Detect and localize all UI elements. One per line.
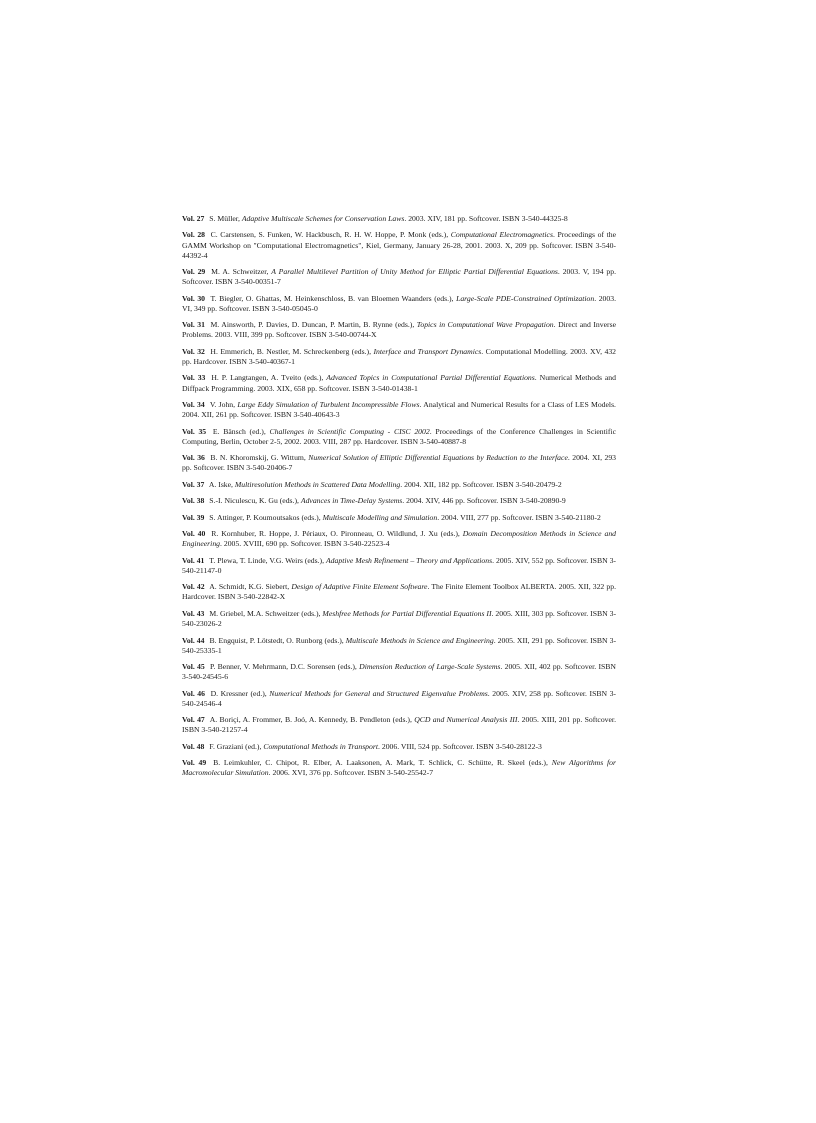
volume-number: Vol. 48 — [182, 741, 205, 751]
volume-entry — [182, 347, 616, 367]
volume-entry — [182, 715, 616, 735]
volume-authors: B. Leimkuhler, C. Chipot, R. Elber, A. Laaksonen, A. Mark, T. Schlick, C. Schütte, R. Skeel (eds.), — [213, 758, 552, 768]
volume-authors: A. Schmidt, K.G. Siebert, — [209, 582, 292, 592]
volume-authors: M. A. Schweitzer, — [211, 267, 272, 277]
volume-details: . 2005. XIII, 201 pp. Softcover. ISBN 3-540-21257-4 — [182, 715, 616, 735]
volume-title: Interface and Transport Dynamics — [373, 346, 482, 356]
volume-authors: H. Emmerich, B. Nestler, M. Schreckenberg (eds.), — [210, 346, 374, 356]
volume-number: Vol. 44 — [182, 635, 205, 645]
volume-number: Vol. 31 — [182, 320, 205, 330]
volume-title: Challenges in Scientific Computing - CISC 2002 — [269, 426, 430, 436]
volume-number: Vol. 47 — [182, 715, 205, 725]
volume-number: Vol. 32 — [182, 346, 205, 356]
volume-entry — [182, 400, 616, 420]
volume-title: Computational Methods in Transport — [263, 741, 378, 751]
volume-details: . 2006. XVI, 376 pp. Softcover. ISBN 3-540-25542-7 — [268, 768, 434, 778]
volume-entry — [182, 373, 616, 393]
volume-title: Large Eddy Simulation of Turbulent Incompressible Flows — [237, 400, 420, 410]
volume-title: Adaptive Mesh Refinement – Theory and Applications — [325, 555, 493, 565]
volume-title: Multiresolution Methods in Scattered Data Modelling — [234, 479, 401, 489]
volume-entry — [182, 742, 616, 752]
volume-authors: V. John, — [209, 400, 238, 410]
volume-number: Vol. 27 — [182, 214, 205, 223]
volume-entry — [182, 453, 616, 473]
volume-entry — [182, 582, 616, 602]
volume-authors: A. Boriçi, A. Frommer, B. Joó, A. Kennedy, B. Pendleton (eds.), — [209, 715, 415, 725]
volume-authors: B. Engquist, P. Lötstedt, O. Runborg (eds.), — [209, 635, 346, 645]
volume-entry — [182, 758, 616, 778]
volume-authors: S. Attinger, P. Koumoutsakos (eds.), — [209, 512, 323, 522]
volume-number: Vol. 38 — [182, 496, 205, 506]
volume-details: . 2005. XIV, 258 pp. Softcover. ISBN 3-540-24546-4 — [182, 688, 616, 708]
volume-title: Multiscale Methods in Science and Engineering — [345, 635, 494, 645]
volume-details: . 2005. XII, 402 pp. Softcover. ISBN 3-540-24545-6 — [182, 662, 616, 682]
volume-number: Vol. 28 — [182, 230, 206, 240]
volume-entry — [182, 636, 616, 656]
volume-entry — [182, 609, 616, 629]
volume-details: . 2004. XII, 182 pp. Softcover. ISBN 3-540-20479-2 — [400, 479, 562, 489]
volume-details: . Numerical Methods and Diffpack Programming. 2003. XIX, 658 pp. Softcover. ISBN 3-540-01438-1 — [182, 373, 616, 393]
volume-number: Vol. 33 — [182, 373, 206, 383]
volume-number: Vol. 39 — [182, 512, 205, 522]
volume-details: . 2004. XIV, 446 pp. Softcover. ISBN 3-540-20890-9 — [402, 496, 566, 506]
volume-number: Vol. 42 — [182, 582, 205, 592]
volume-entry — [182, 320, 616, 340]
volume-number: Vol. 30 — [182, 293, 206, 303]
volume-entry — [182, 480, 616, 490]
volume-authors: E. Bänsch (ed.), — [212, 426, 270, 436]
volume-authors: R. Kornhuber, R. Hoppe, J. Périaux, O. Pironneau, O. Wildlund, J. Xu (eds.), — [211, 529, 463, 539]
volume-entry — [182, 294, 616, 314]
volume-title: Advances in Time-Delay Systems — [300, 496, 403, 506]
volume-list — [182, 214, 616, 785]
volume-title: Numerical Methods for General and Structured Eigenvalue Problems — [269, 688, 488, 698]
volume-details: . 2003. VI, 349 pp. Softcover. ISBN 3-540-05045-0 — [182, 293, 616, 313]
volume-entry — [182, 427, 616, 447]
volume-title: A Parallel Multilevel Partition of Unity Method for Elliptic Partial Differential Equations — [271, 267, 558, 277]
volume-authors: S.-I. Niculescu, K. Gu (eds.), — [209, 496, 301, 506]
volume-authors: T. Plewa, T. Linde, V.G. Weirs (eds.), — [209, 555, 326, 565]
volume-details: . Computational Modelling. 2003. XV, 432 pp. Hardcover. ISBN 3-540-40367-1 — [182, 346, 617, 366]
volume-title: Computational Electromagnetics — [450, 230, 553, 240]
volume-authors: M. Griebel, M.A. Schweitzer (eds.), — [209, 608, 323, 618]
volume-details: . 2004. XI, 293 pp. Softcover. ISBN 3-540-20406-7 — [182, 453, 617, 473]
volume-details: . The Finite Element Toolbox ALBERTA. 2005. XII, 322 pp. Hardcover. ISBN 3-540-22842-X — [182, 582, 616, 602]
volume-authors: H. P. Langtangen, A. Tveito (eds.), — [211, 373, 327, 383]
volume-title: Adaptive Multiscale Schemes for Conservation Laws — [241, 214, 405, 223]
volume-details: . Analytical and Numerical Results for a Class of LES Models. 2004. XII, 261 pp. Softcover. ISBN 3-540-40643-3 — [182, 400, 616, 420]
volume-number: Vol. 37 — [182, 479, 205, 489]
volume-entry — [182, 689, 616, 709]
volume-number: Vol. 29 — [182, 267, 206, 277]
volume-details: . 2004. VIII, 277 pp. Softcover. ISBN 3-540-21180-2 — [437, 512, 601, 522]
volume-title: Numerical Solution of Elliptic Differential Equations by Reduction to the Interface — [308, 453, 568, 463]
volume-details: . Direct and Inverse Problems. 2003. VIII, 399 pp. Softcover. ISBN 3-540-00744-X — [182, 320, 616, 340]
volume-details: . 2005. XVIII, 690 pp. Softcover. ISBN 3-540-22523-4 — [220, 539, 390, 549]
volume-authors: C. Carstensen, S. Funken, W. Hackbusch, R. H. W. Hoppe, P. Monk (eds.), — [210, 230, 451, 240]
volume-number: Vol. 35 — [182, 426, 207, 436]
volume-entry — [182, 529, 616, 549]
volume-details: . 2005. XII, 291 pp. Softcover. ISBN 3-540-25335-1 — [182, 635, 617, 655]
volume-details: . 2003. V, 194 pp. Softcover. ISBN 3-540-00351-7 — [182, 267, 617, 287]
volume-title: Design of Adaptive Finite Element Software — [291, 582, 428, 592]
volume-title: Multiscale Modelling and Simulation — [322, 512, 438, 522]
volume-title: Advanced Topics in Computational Partial Differential Equations — [326, 373, 535, 383]
volume-entry — [182, 214, 616, 224]
volume-title: Domain Decomposition Methods in Science and Engineering — [182, 529, 617, 549]
volume-entry — [182, 230, 616, 260]
volume-authors: P. Benner, V. Mehrmann, D.C. Sorensen (eds.), — [210, 662, 360, 672]
volume-number: Vol. 36 — [182, 453, 205, 463]
volume-title: QCD and Numerical Analysis III — [414, 715, 518, 725]
volume-number: Vol. 41 — [182, 555, 205, 565]
volume-entry — [182, 662, 616, 682]
volume-number: Vol. 34 — [182, 400, 205, 410]
volume-entry — [182, 513, 616, 523]
volume-title: Large-Scale PDE-Constrained Optimization — [456, 293, 595, 303]
volume-title: New Algorithms for Macromolecular Simulation — [182, 758, 617, 778]
volume-entry — [182, 267, 616, 287]
volume-details: . Proceedings of the Conference Challenges in Scientific Computing, Berlin, October 2-5, 2002. 2003. VIII, 287 pp. Hardcover. ISBN 3-540-40887-8 — [182, 426, 617, 446]
volume-authors: B. N. Khoromskij, G. Wittum, — [210, 453, 309, 463]
volume-title: Topics in Computational Wave Propagation — [416, 320, 554, 330]
volume-details: . 2005. XIII, 303 pp. Softcover. ISBN 3-540-23026-2 — [182, 608, 617, 629]
volume-number: Vol. 40 — [182, 529, 206, 539]
volume-number: Vol. 49 — [182, 758, 207, 768]
volume-authors: S. Müller, — [209, 214, 242, 223]
volume-title: Meshfree Methods for Partial Differential Equations II — [322, 608, 492, 618]
volume-entry — [182, 556, 616, 576]
volume-details: . 2003. XIV, 181 pp. Softcover. ISBN 3-540-44325-8 — [404, 214, 568, 223]
volume-title: Dimension Reduction of Large-Scale Systems — [359, 662, 501, 672]
volume-details: . 2006. VIII, 524 pp. Softcover. ISBN 3-540-28122-3 — [378, 741, 542, 751]
volume-authors: D. Kressner (ed.), — [210, 688, 270, 698]
volume-number: Vol. 43 — [182, 608, 205, 618]
volume-authors: A. Iske, — [208, 479, 235, 489]
volume-number: Vol. 45 — [182, 662, 205, 672]
volume-entry — [182, 496, 616, 506]
volume-details: . 2005. XIV, 552 pp. Softcover. ISBN 3-540-21147-0 — [182, 555, 616, 575]
volume-authors: T. Biegler, O. Ghattas, M. Heinkenschloss, B. van Bloemen Waanders (eds.), — [210, 293, 457, 303]
volume-authors: M. Ainsworth, P. Davies, D. Duncan, P. Martin, B. Rynne (eds.), — [210, 320, 417, 330]
volume-details: . Proceedings of the GAMM Workshop on "Computational Electromagnetics", Kiel, Germany, January 26-28, 2001. 2003. X, 209 pp. Softcover. ISBN 3-540-44392-4 — [182, 230, 617, 260]
volume-number: Vol. 46 — [182, 688, 205, 698]
volume-authors: F. Graziani (ed.), — [209, 741, 264, 751]
